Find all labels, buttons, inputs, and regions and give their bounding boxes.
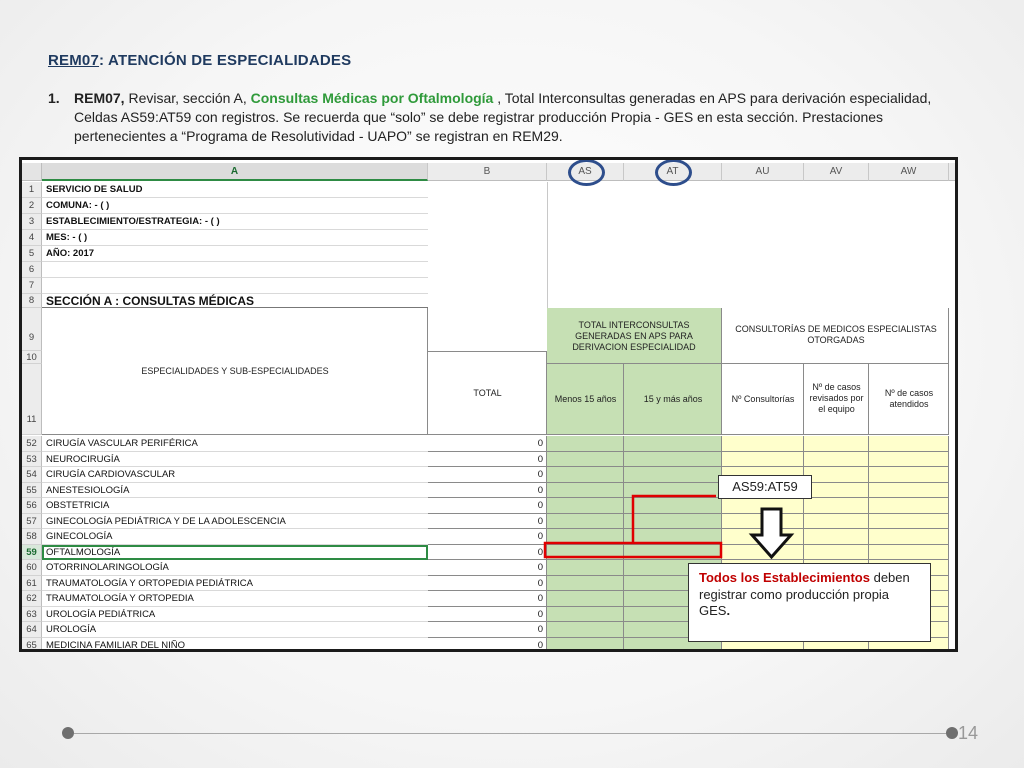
- specialty-cell[interactable]: GINECOLOGÍA PEDIÁTRICA Y DE LA ADOLESCENCIA: [42, 514, 428, 530]
- specialty-cell[interactable]: UROLOGÍA: [42, 622, 428, 638]
- total-cell[interactable]: 0: [428, 483, 547, 499]
- title-code: REM07: [48, 52, 100, 69]
- row-number[interactable]: 10: [22, 351, 42, 364]
- row-number[interactable]: 60: [22, 560, 42, 576]
- row-number[interactable]: 55: [22, 483, 42, 499]
- row-number[interactable]: 3: [22, 214, 42, 230]
- total-cell[interactable]: 0: [428, 529, 547, 545]
- col-header-aw[interactable]: AW: [869, 163, 949, 181]
- row-number[interactable]: 7: [22, 278, 42, 294]
- row-number[interactable]: 53: [22, 452, 42, 468]
- total-cell[interactable]: 0: [428, 467, 547, 483]
- specialty-cell[interactable]: OTORRINOLARINGOLOGÍA: [42, 560, 428, 576]
- col-header-a[interactable]: A: [42, 163, 428, 181]
- row-number[interactable]: 52: [22, 436, 42, 452]
- header-n-atendidos: Nº de casos atendidos: [884, 388, 934, 409]
- header-especialidades: ESPECIALIDADES Y SUB-ESPECIALIDADES: [141, 366, 329, 376]
- point-bold: REM07,: [74, 90, 125, 106]
- row-number[interactable]: 9: [22, 308, 42, 351]
- range-label: AS59:AT59: [718, 475, 812, 499]
- point-text-2: , Total Interconsultas generadas en APS para derivación especialidad, Celdas AS59:AT59 con registros. Se recuerda que “solo” se debe registrar producción Propia - GES en esta sección. Prestaciones pertenecientes a “Programa de Resolutividad - UAPO” se registran en REM29.: [74, 90, 932, 144]
- specialty-cell[interactable]: TRAUMATOLOGÍA Y ORTOPEDIA PEDIÁTRICA: [42, 576, 428, 592]
- col-header-as[interactable]: AS: [547, 163, 624, 181]
- meta-cell[interactable]: SERVICIO DE SALUD: [42, 182, 428, 198]
- row-number[interactable]: 65: [22, 638, 42, 653]
- total-cell[interactable]: 0: [428, 560, 547, 576]
- total-cell[interactable]: 0: [428, 436, 547, 452]
- row-number[interactable]: 5: [22, 246, 42, 262]
- specialty-cell[interactable]: OBSTETRICIA: [42, 498, 428, 514]
- down-arrow-icon: [752, 509, 791, 557]
- total-cell[interactable]: 0: [428, 498, 547, 514]
- col-header-au[interactable]: AU: [722, 163, 804, 181]
- col-header-b[interactable]: B: [428, 163, 547, 181]
- meta-cell[interactable]: AÑO: 2017: [42, 246, 428, 262]
- row-number[interactable]: 61: [22, 576, 42, 592]
- specialty-cell[interactable]: MEDICINA FAMILIAR DEL NIÑO: [42, 638, 428, 653]
- row-number[interactable]: 62: [22, 591, 42, 607]
- section-title[interactable]: SECCIÓN A : CONSULTAS MÉDICAS: [42, 294, 428, 308]
- row-number[interactable]: 57: [22, 514, 42, 530]
- row-number[interactable]: 4: [22, 230, 42, 246]
- note-text: deben registrar como producción propia GES: [699, 570, 910, 618]
- row-number[interactable]: 56: [22, 498, 42, 514]
- point-number: 1.: [48, 90, 60, 106]
- header-menos15: Menos 15 años: [554, 394, 617, 404]
- row-number[interactable]: 63: [22, 607, 42, 623]
- total-cell[interactable]: 0: [428, 576, 547, 592]
- total-cell[interactable]: 0: [428, 607, 547, 623]
- pager-dot-right: [946, 727, 958, 739]
- row-number[interactable]: 6: [22, 262, 42, 278]
- highlight-range-rect: [545, 543, 721, 557]
- meta-cell[interactable]: ESTABLECIMIENTO/ESTRATEGIA: - ( ): [42, 214, 428, 230]
- header-n-consultorias: Nº Consultorías: [731, 394, 795, 404]
- specialty-cell[interactable]: NEUROCIRUGÍA: [42, 452, 428, 468]
- specialty-cell[interactable]: CIRUGÍA CARDIOVASCULAR: [42, 467, 428, 483]
- pager-dot-left: [62, 727, 74, 739]
- total-cell[interactable]: 0: [428, 452, 547, 468]
- header-mas15: 15 y más años: [643, 394, 703, 404]
- row-number[interactable]: 64: [22, 622, 42, 638]
- title-rest: : ATENCIÓN DE ESPECIALIDADES: [99, 52, 352, 69]
- row-number[interactable]: 1: [22, 182, 42, 198]
- col-header-at[interactable]: AT: [624, 163, 722, 181]
- point-green: Consultas Médicas por Oftalmología: [250, 90, 494, 106]
- col-header-av[interactable]: AV: [804, 163, 869, 181]
- header-interconsultas: TOTAL INTERCONSULTAS GENERADAS EN APS PARA DERIVACION ESPECIALIDAD: [572, 320, 696, 352]
- specialty-cell[interactable]: ANESTESIOLOGÍA: [42, 483, 428, 499]
- row-number[interactable]: 11: [22, 364, 42, 435]
- callout-connector: [633, 496, 716, 543]
- note-red: Todos los Establecimientos: [699, 570, 870, 585]
- point-text-1: Revisar, sección A,: [124, 90, 251, 106]
- note-end: .: [726, 603, 731, 618]
- total-cell[interactable]: 0: [428, 545, 547, 561]
- row-number[interactable]: 2: [22, 198, 42, 214]
- page-number: 14: [958, 723, 979, 743]
- total-cell[interactable]: 0: [428, 638, 547, 653]
- meta-cell[interactable]: MES: - ( ): [42, 230, 428, 246]
- specialty-cell[interactable]: CIRUGÍA VASCULAR PERIFÉRICA: [42, 436, 428, 452]
- row-number[interactable]: 59: [22, 545, 42, 561]
- row-number[interactable]: 54: [22, 467, 42, 483]
- specialty-cell[interactable]: TRAUMATOLOGÍA Y ORTOPEDIA: [42, 591, 428, 607]
- meta-cell[interactable]: COMUNA: - ( ): [42, 198, 428, 214]
- row-number[interactable]: 58: [22, 529, 42, 545]
- footer-line: [74, 733, 946, 734]
- specialty-cell[interactable]: GINECOLOGÍA: [42, 529, 428, 545]
- total-cell[interactable]: 0: [428, 622, 547, 638]
- total-cell[interactable]: 0: [428, 591, 547, 607]
- specialty-cell[interactable]: UROLOGÍA PEDIÁTRICA: [42, 607, 428, 623]
- header-n-revisados: Nº de casos revisados por el equipo: [809, 382, 864, 414]
- note-box: [688, 563, 931, 642]
- header-consultorias: CONSULTORÍAS DE MEDICOS ESPECIALISTAS OTORGADAS: [735, 324, 937, 345]
- row-number[interactable]: 8: [22, 294, 42, 308]
- total-cell[interactable]: 0: [428, 514, 547, 530]
- specialty-cell[interactable]: OFTALMOLOGÍA: [42, 545, 428, 561]
- header-total: TOTAL: [473, 388, 502, 398]
